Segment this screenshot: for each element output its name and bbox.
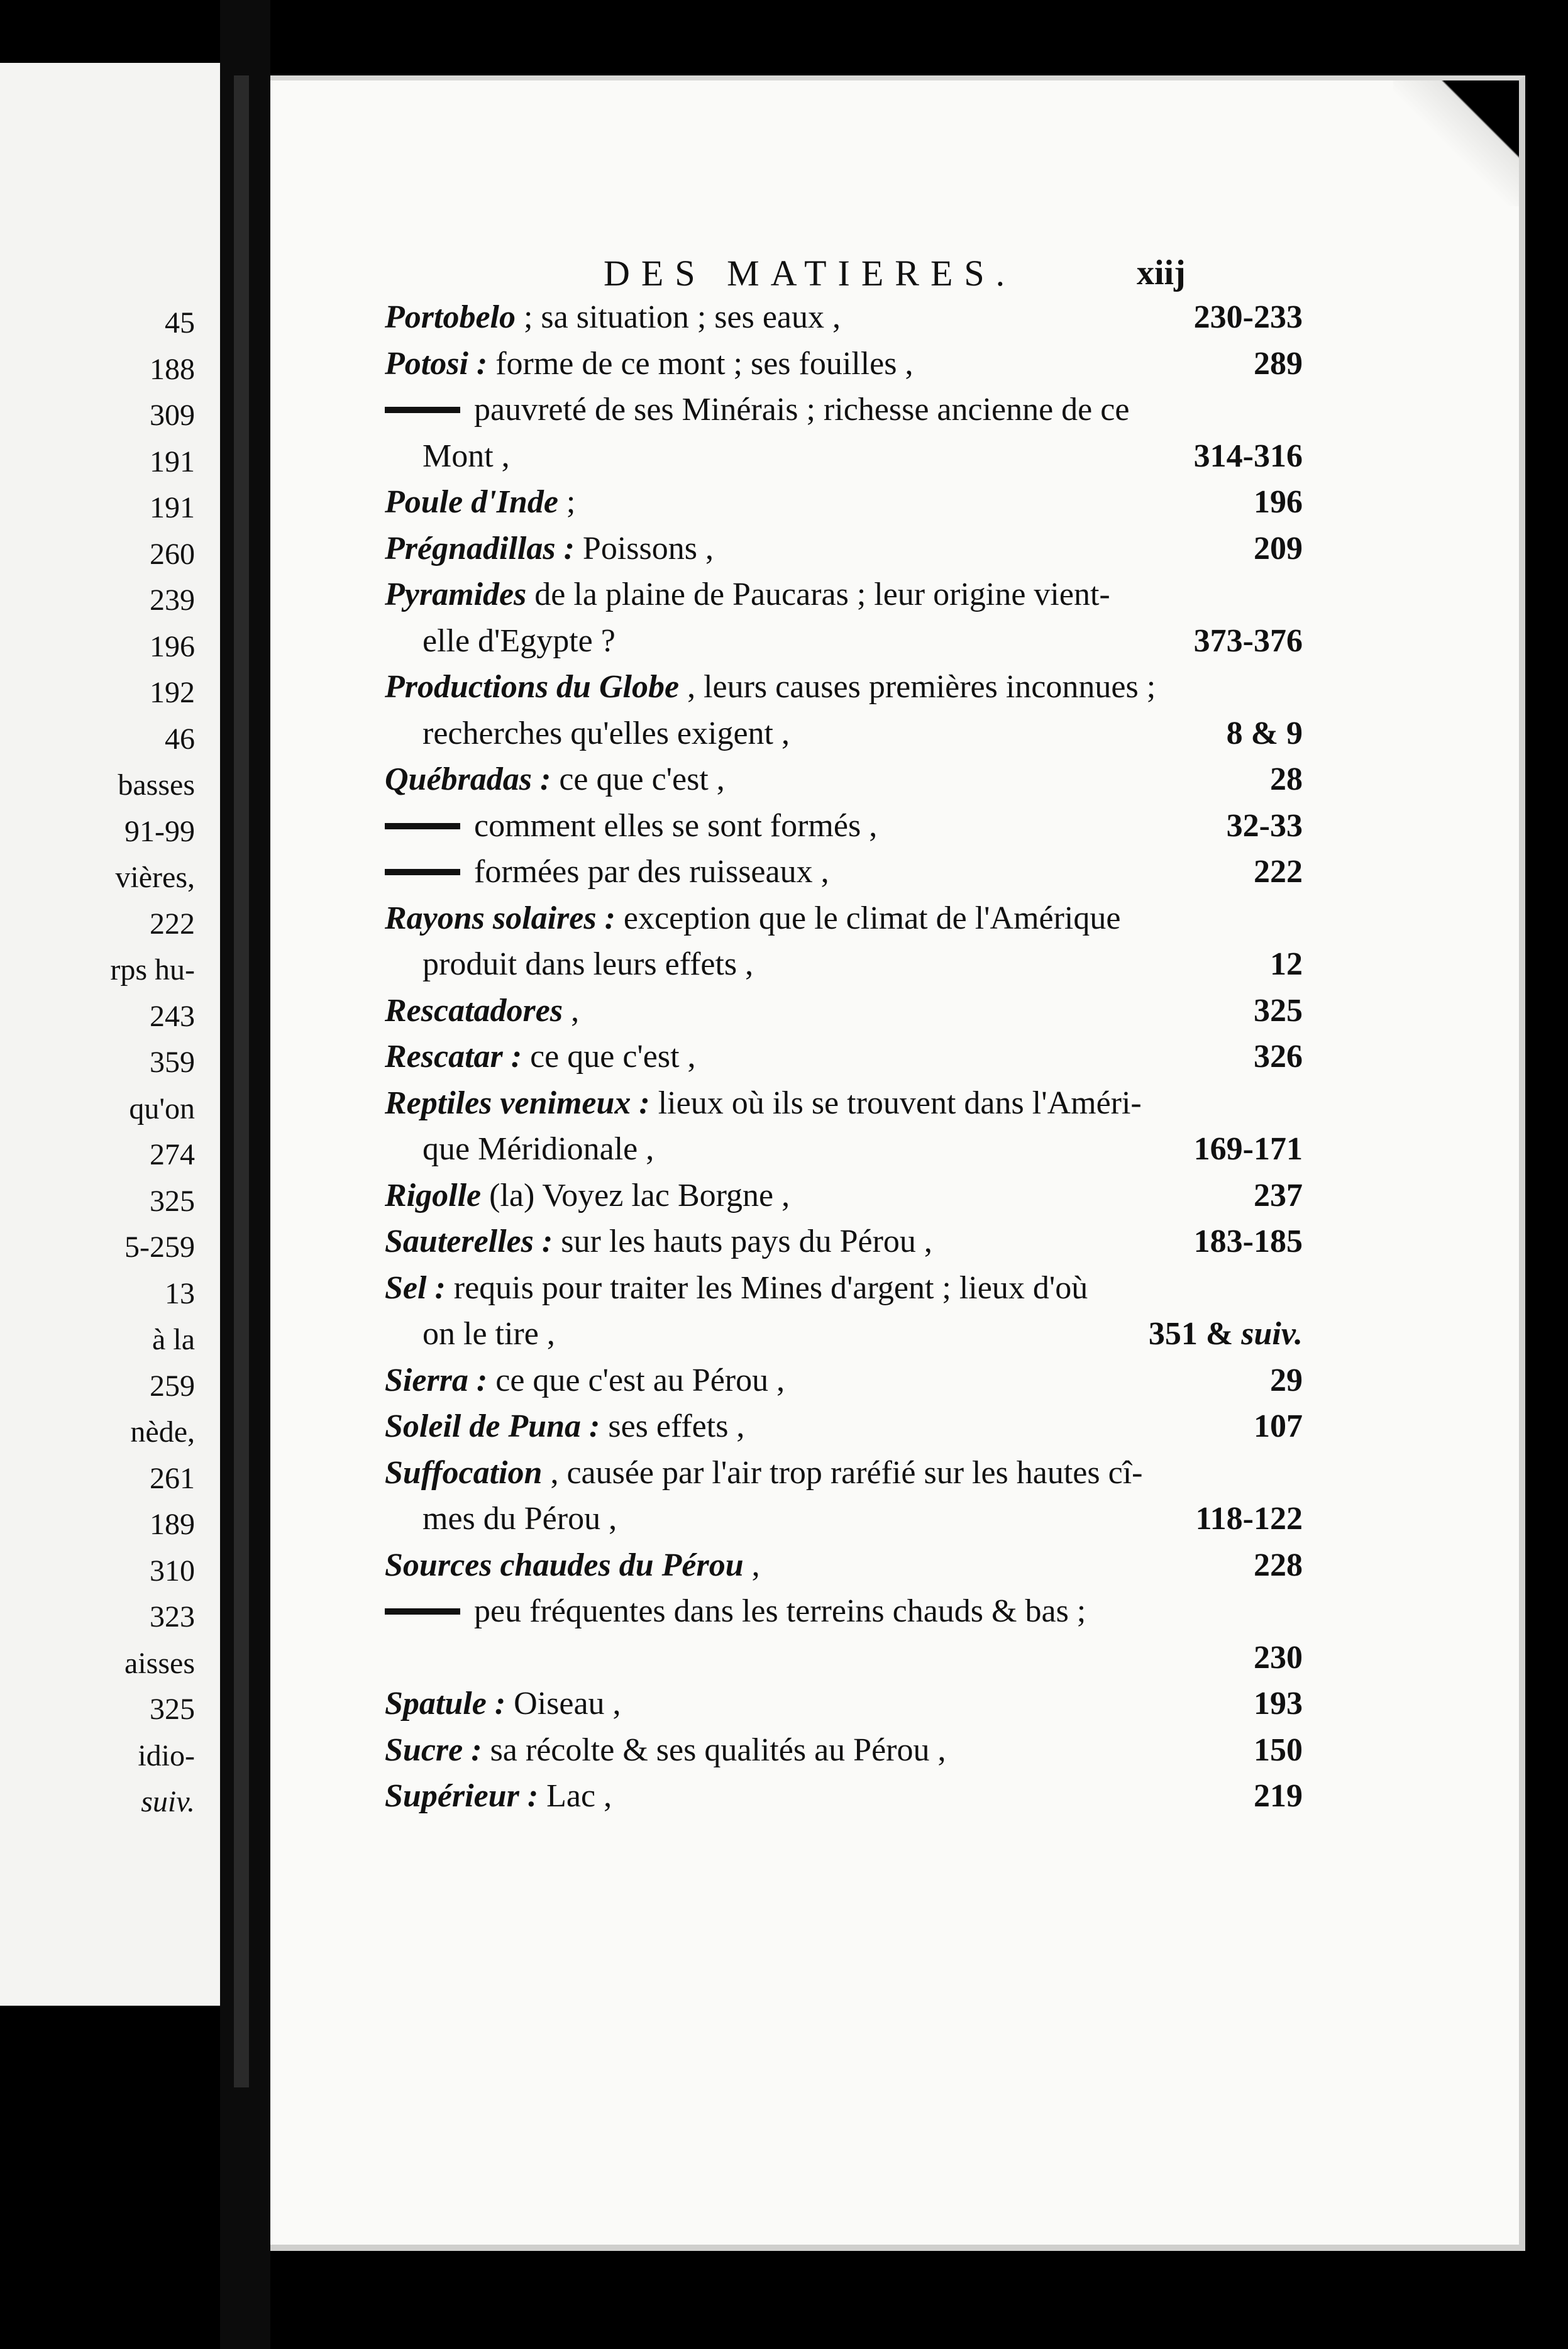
page-range: 8 & 9 (1226, 715, 1303, 751)
entry-page-reference (1254, 341, 1303, 387)
left-page-fragment: 191 (150, 445, 195, 478)
page-range: 28 (1270, 761, 1303, 797)
entry-page-reference (1194, 1219, 1303, 1265)
index-entry (385, 1681, 1303, 1727)
left-page-fragment: 46 (165, 722, 195, 756)
entry-headword: Québradas : (385, 761, 551, 797)
index-entry (385, 849, 1303, 895)
entry-headword: Rescatar : (385, 1039, 522, 1075)
entry-page-reference (1254, 1727, 1303, 1774)
index-entry (385, 526, 1303, 572)
entry-headword: Pyramides (385, 577, 527, 612)
entry-headword: Soleil de Puna : (385, 1408, 600, 1444)
entry-headword: Potosi : (385, 345, 488, 382)
index-entry (385, 1080, 1303, 1127)
entry-headword: Sel : (385, 1269, 446, 1306)
entry-page-reference (1227, 803, 1303, 849)
index-entry (385, 1311, 1303, 1357)
page-range: 230-233 (1193, 299, 1303, 335)
page-range: 193 (1254, 1686, 1303, 1722)
gutter-highlight (234, 75, 249, 2087)
ditto-dash (385, 1608, 460, 1615)
index-entry (385, 1450, 1303, 1496)
entry-text: forme de ce mont ; ses fouilles , (487, 345, 914, 382)
left-page-fragment: 196 (150, 629, 195, 663)
entry-headword: Suffocation (385, 1454, 543, 1491)
entry-page-reference (1254, 526, 1303, 572)
entry-text: peu fréquentes dans les terreins chauds & bas ; (474, 1593, 1086, 1629)
page-suffix: suiv. (1233, 1316, 1303, 1352)
left-page-fragment: 309 (150, 399, 195, 432)
entry-text: requis pour traiter les Mines d'argent ; lieux d'où (445, 1269, 1088, 1306)
index-entry (385, 1588, 1303, 1635)
entry-text: sa récolte & ses qualités au Pérou , (482, 1732, 946, 1768)
left-page-fragment: 13 (165, 1276, 195, 1310)
entry-text: , causée par l'air trop raréfié sur les hautes cî- (542, 1454, 1143, 1491)
index-entry (385, 1403, 1303, 1450)
left-page-fragment: vières, (115, 861, 195, 894)
entry-text: ; (558, 484, 576, 520)
index-entry (385, 1496, 1303, 1542)
index-entry (385, 756, 1303, 803)
entry-text: recherches qu'elles exigent , (422, 715, 790, 751)
entry-text: (la) Voyez lac Borgne , (481, 1177, 790, 1213)
index-entry (385, 1126, 1303, 1173)
index-entry (385, 988, 1303, 1034)
entry-page-reference (1254, 1034, 1303, 1080)
entry-headword: Prégnadillas : (385, 530, 575, 567)
left-page-fragment: idio- (138, 1738, 195, 1772)
entry-headword: Portobelo (385, 299, 516, 335)
left-page-fragment: 45 (165, 306, 195, 340)
index-entry (385, 1357, 1303, 1404)
index-entry (385, 294, 1303, 341)
index-entry (385, 479, 1303, 526)
left-page-fragment: 259 (150, 1369, 195, 1403)
entry-headword: Supérieur : (385, 1778, 539, 1814)
entry-text: ce que c'est , (522, 1039, 696, 1075)
entry-text: Oiseau , (505, 1686, 621, 1722)
entry-text: Poissons , (574, 530, 714, 567)
entry-text: elle d'Egypte ? (422, 622, 616, 659)
page-range: 351 & (1148, 1316, 1234, 1352)
left-page-fragment: suiv. (141, 1785, 195, 1818)
entry-headword: Sources chaudes du Pérou (385, 1547, 744, 1583)
ditto-dash (385, 869, 460, 875)
entry-page-reference (1270, 941, 1303, 988)
left-page-fragment: 191 (150, 491, 195, 524)
page-number: xiij (1137, 253, 1186, 292)
entry-headword: Sierra : (385, 1362, 488, 1398)
index-entry (385, 1034, 1303, 1080)
entry-page-reference (1254, 849, 1303, 895)
index-entry (385, 572, 1303, 618)
entry-text: pauvreté de ses Minérais ; richesse ancienne de ce (474, 392, 1130, 428)
left-page-fragment: aisses (124, 1646, 195, 1680)
page-range: 326 (1254, 1039, 1303, 1075)
entry-headword: Rigolle (385, 1177, 482, 1213)
left-page-fragment: 359 (150, 1046, 195, 1079)
index-entry (385, 803, 1303, 849)
index-entry (385, 895, 1303, 942)
entry-page-reference (1254, 479, 1303, 526)
page-range: 169-171 (1193, 1131, 1303, 1167)
page-range: 219 (1254, 1778, 1303, 1814)
entry-page-reference (1254, 1635, 1303, 1681)
left-page-fragment: basses (118, 768, 195, 802)
page-range: 29 (1270, 1362, 1303, 1398)
left-page-fragment: rps hu- (110, 953, 195, 987)
entry-page-reference (1270, 1357, 1303, 1404)
left-page-fragment: nède, (130, 1415, 195, 1449)
left-page-fragment: 274 (150, 1138, 195, 1171)
left-page-fragment: 239 (150, 583, 195, 617)
entry-headword: Productions du Globe (385, 669, 680, 705)
entry-text: Lac , (538, 1778, 612, 1814)
entry-page-reference (1227, 710, 1303, 757)
page-range: 118-122 (1195, 1501, 1303, 1537)
page-range: 230 (1254, 1639, 1303, 1676)
page-range: 12 (1270, 946, 1303, 982)
index-entry (385, 1219, 1303, 1265)
page-range: 32-33 (1226, 807, 1303, 844)
left-page-fragment: 188 (150, 352, 195, 386)
entry-text: de la plaine de Paucaras ; leur origine vient- (526, 577, 1110, 612)
entry-page-reference (1254, 1403, 1303, 1450)
left-page-fragment: 91-99 (124, 814, 195, 848)
entry-text: ce que c'est , (551, 761, 725, 797)
index-entry (385, 618, 1303, 665)
page-range: 183-185 (1193, 1224, 1303, 1259)
entry-page-reference (1149, 1311, 1303, 1357)
index-entry (385, 387, 1303, 433)
entry-text: comment elles se sont formés , (474, 807, 878, 844)
entry-page-reference (1254, 1542, 1303, 1589)
entry-text: mes du Pérou , (422, 1501, 617, 1537)
page-range: 107 (1254, 1408, 1303, 1444)
entry-text: , (743, 1547, 760, 1583)
index-entry (385, 664, 1303, 710)
previous-page-edge (0, 63, 220, 2006)
entry-text: exception que le climat de l'Amérique (615, 900, 1121, 936)
entry-text: , (563, 992, 580, 1029)
page-range: 373-376 (1193, 622, 1303, 659)
page-range: 314-316 (1193, 438, 1303, 474)
index-entry (385, 1173, 1303, 1219)
entry-text: sur les hauts pays du Pérou , (553, 1224, 932, 1259)
index-entry (385, 1635, 1303, 1681)
entry-headword: Reptiles venimeux : (385, 1085, 650, 1121)
index-entry (385, 1773, 1303, 1820)
left-page-fragment: 260 (150, 537, 195, 571)
ditto-dash (385, 823, 460, 829)
page-range: 289 (1254, 345, 1303, 382)
page-range: 196 (1254, 484, 1303, 520)
left-page-fragment: 5-259 (124, 1230, 195, 1264)
left-page-fragment: à la (152, 1323, 195, 1356)
left-page-fragment: 323 (150, 1600, 195, 1633)
entry-page-reference (1194, 294, 1303, 341)
entry-text: , leurs causes premières inconnues ; (679, 669, 1156, 705)
entry-headword: Sauterelles : (385, 1224, 553, 1259)
ditto-dash (385, 407, 460, 413)
page-range: 228 (1254, 1547, 1303, 1583)
page-range: 222 (1254, 854, 1303, 890)
left-page-fragment: 325 (150, 1693, 195, 1726)
entry-page-reference (1254, 1773, 1303, 1820)
left-page-fragment: 192 (150, 676, 195, 709)
entry-page-reference (1194, 618, 1303, 665)
index-entry (385, 433, 1303, 480)
index-entry (385, 1727, 1303, 1774)
entry-headword: Rescatadores (385, 992, 563, 1029)
page-range: 325 (1254, 992, 1303, 1029)
left-page-fragment: 189 (150, 1508, 195, 1541)
entry-text: ses effets , (600, 1408, 745, 1444)
entry-text: formées par des ruisseaux , (474, 854, 829, 890)
entry-headword: Sucre : (385, 1732, 482, 1768)
entry-page-reference (1194, 433, 1303, 480)
page-header (270, 255, 1525, 299)
index-page (270, 75, 1525, 2251)
entry-text: ; sa situation ; ses eaux , (515, 299, 841, 335)
index-entry (385, 1265, 1303, 1312)
index-entry (385, 1542, 1303, 1589)
entry-page-reference (1194, 1126, 1303, 1173)
index-entry (385, 341, 1303, 387)
entry-page-reference (1196, 1496, 1303, 1542)
page-range: 209 (1254, 530, 1303, 567)
entry-text: que Méridionale , (422, 1131, 654, 1167)
entry-page-reference (1254, 988, 1303, 1034)
entry-text: produit dans leurs effets , (422, 946, 754, 982)
page-corner-fold (1393, 80, 1519, 206)
left-page-fragment: 243 (150, 999, 195, 1033)
entry-headword: Poule d'Inde (385, 484, 558, 520)
left-page-fragment: 261 (150, 1461, 195, 1495)
entry-text: ce que c'est au Pérou , (487, 1362, 785, 1398)
index-entry (385, 710, 1303, 757)
entry-text: Mont , (422, 438, 510, 474)
left-page-fragment: 325 (150, 1184, 195, 1218)
left-page-fragment: 222 (150, 907, 195, 941)
entry-headword: Spatule : (385, 1686, 506, 1722)
index-entry (385, 941, 1303, 988)
running-title: DES MATIERES. (604, 253, 1017, 294)
left-page-fragment: qu'on (129, 1092, 195, 1125)
entry-text: on le tire , (422, 1316, 555, 1352)
page-range: 237 (1254, 1177, 1303, 1213)
entry-text: lieux où ils se trouvent dans l'Améri- (649, 1085, 1142, 1121)
entry-page-reference (1270, 756, 1303, 803)
entry-headword: Rayons solaires : (385, 900, 616, 936)
page-range: 150 (1254, 1732, 1303, 1768)
entry-page-reference (1254, 1173, 1303, 1219)
left-page-fragment: 310 (150, 1554, 195, 1588)
entry-page-reference (1254, 1681, 1303, 1727)
